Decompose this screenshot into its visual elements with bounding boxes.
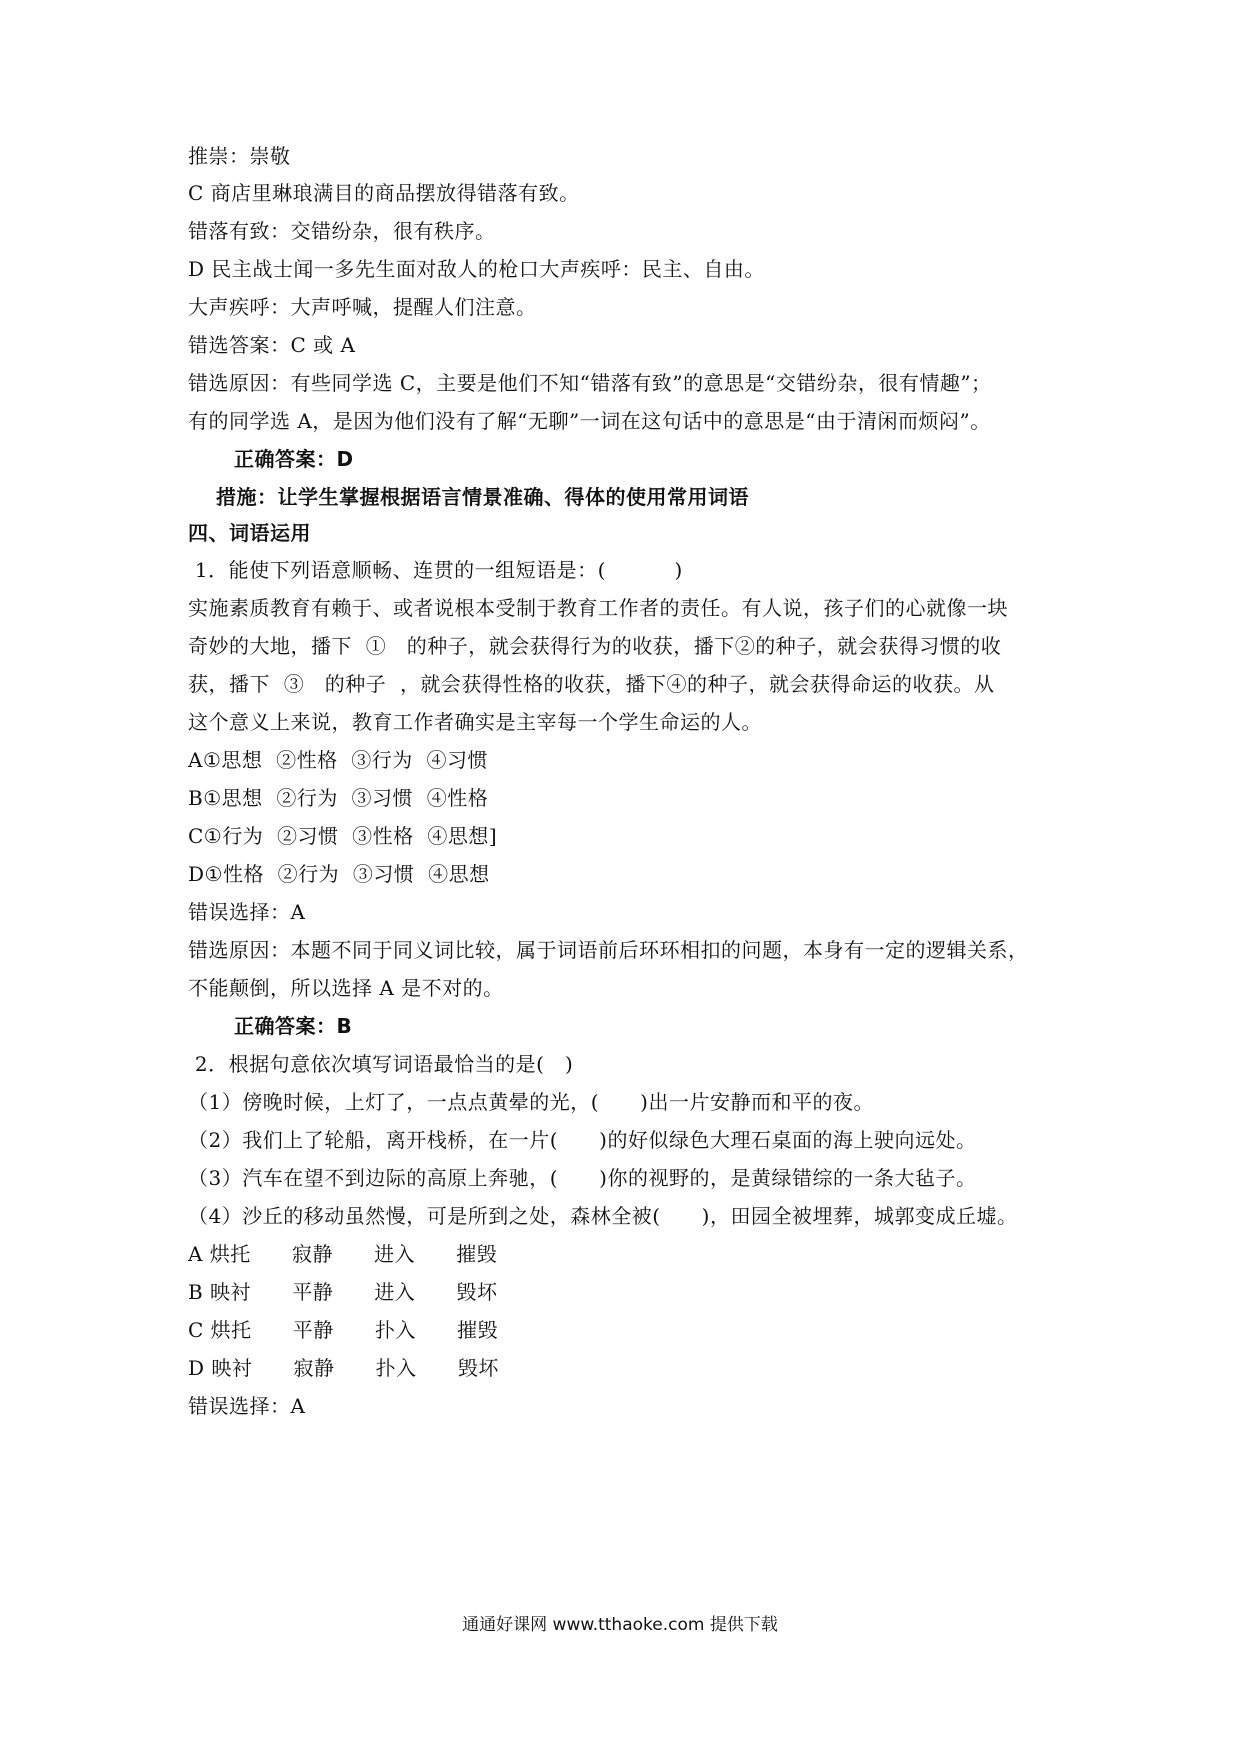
q2-wrong-choice: 错误选择：A xyxy=(188,1394,306,1418)
measure-heading: 措施：让学生掌握根据语言情景准确、得体的使用常用词语 xyxy=(216,485,749,509)
sentence-4: （4）沙丘的移动虽然慢，可是所到之处，森林全被( )，田园全被埋葬，城郭变成丘墟。 xyxy=(188,1204,1018,1228)
question-2: 2．根据句意依次填写词语最恰当的是( ) xyxy=(188,1052,574,1076)
q2-option-c: C 烘托 平静 扑入 摧毁 xyxy=(188,1318,499,1342)
q2-option-d: D 映衬 寂静 扑入 毁坏 xyxy=(188,1356,499,1380)
option-d: D①性格 ②行为 ③习惯 ④思想 xyxy=(188,862,490,886)
line-6: 错选答案：C 或 A xyxy=(188,333,356,357)
section-heading: 四、词语运用 xyxy=(188,521,311,545)
line-4: D 民主战士闻一多先生面对敌人的枪口大声疾呼：民主、自由。 xyxy=(188,257,765,281)
sentence-1: （1）傍晚时候，上灯了，一点点黄晕的光，( )出一片安静而和平的夜。 xyxy=(188,1090,874,1114)
line-23: 不能颠倒，所以选择 A 是不对的。 xyxy=(188,976,504,1000)
line-5: 大声疾呼：大声呼喊，提醒人们注意。 xyxy=(188,295,537,319)
correct-answer-d: 正确答案：D xyxy=(234,447,354,471)
option-a: A①思想 ②性格 ③行为 ④习惯 xyxy=(188,748,489,772)
correct-answer-b: 正确答案：B xyxy=(234,1014,353,1038)
line-13: 实施素质教育有赖于、或者说根本受制于教育工作者的责任。有人说，孩子们的心就像一块 xyxy=(188,596,1008,620)
footer-text: 通通好课网 www.tthaoke.com 提供下载 xyxy=(462,1615,778,1635)
line-14: 奇妙的大地，播下 ① 的种子，就会获得行为的收获，播下②的种子，就会获得习惯的收 xyxy=(188,634,1002,658)
option-c: C①行为 ②习惯 ③性格 ④思想] xyxy=(188,824,498,848)
wrong-choice: 错误选择：A xyxy=(188,900,306,924)
line-2: C 商店里琳琅满目的商品摆放得错落有致。 xyxy=(188,181,580,205)
q2-option-b: B 映衬 平静 进入 毁坏 xyxy=(188,1280,498,1304)
line-3: 错落有致：交错纷杂，很有秩序。 xyxy=(188,219,496,243)
line-15: 获，播下 ③ 的种子 ，就会获得性格的收获，播下④的种子，就会获得命运的收获。从 xyxy=(188,672,995,696)
sentence-3: （3）汽车在望不到边际的高原上奔驰，( )你的视野的，是黄绿错综的一条大毡子。 xyxy=(188,1166,977,1190)
line-16: 这个意义上来说，教育工作者确实是主宰每一个学生命运的人。 xyxy=(188,710,762,734)
sentence-2: （2）我们上了轮船，离开栈桥，在一片( )的好似绿色大理石桌面的海上驶向远处。 xyxy=(188,1128,977,1152)
option-b: B①思想 ②行为 ③习惯 ④性格 xyxy=(188,786,489,810)
line-8: 有的同学选 A，是因为他们没有了解“无聊”一词在这句话中的意思是“由于清闲而烦闷”。 xyxy=(188,409,991,433)
q2-option-a: A 烘托 寂静 进入 摧毁 xyxy=(188,1242,498,1266)
line-22: 错选原因：本题不同于同义词比较，属于词语前后环环相扣的问题，本身有一定的逻辑关系， xyxy=(188,938,1029,962)
question-1: 1．能使下列语意顺畅、连贯的一组短语是：( ) xyxy=(188,558,683,582)
line-1: 推崇：崇敬 xyxy=(188,144,291,168)
line-7: 错选原因：有些同学选 C，主要是他们不知“错落有致”的意思是“交错纷杂，很有情趣”； xyxy=(188,371,992,395)
